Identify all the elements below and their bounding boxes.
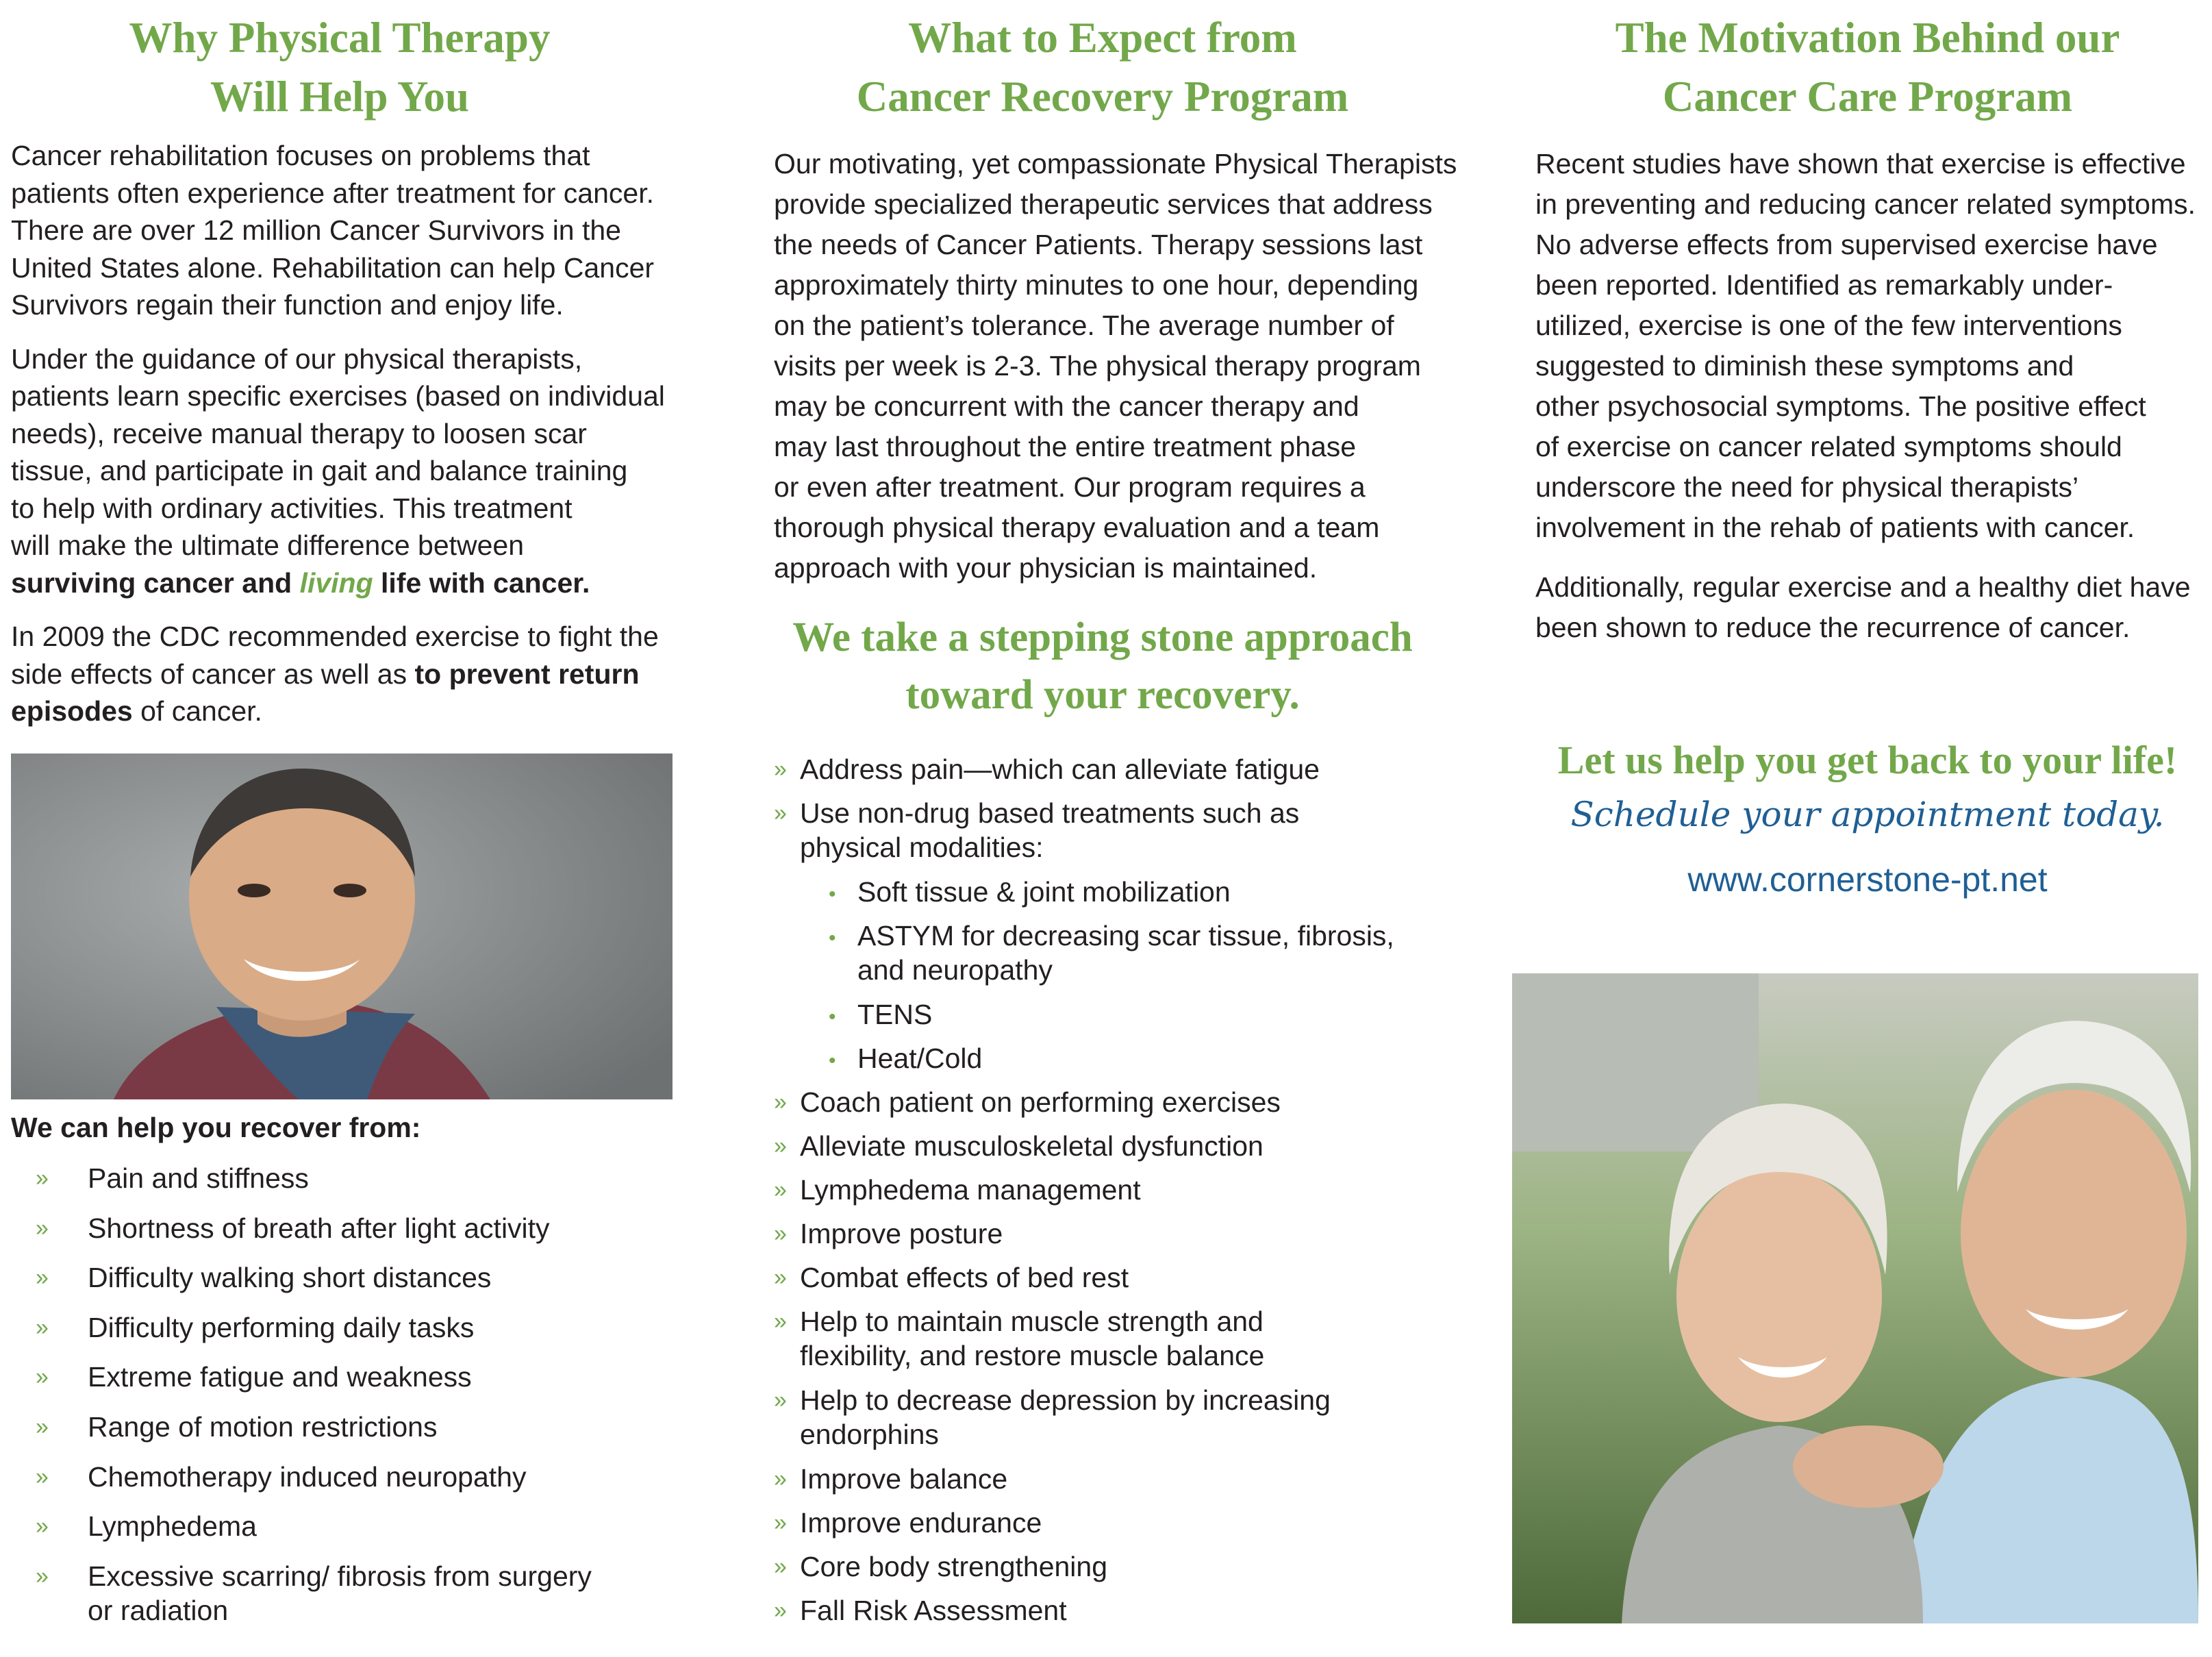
bullet-icon: » (36, 1214, 49, 1241)
bullet-icon: » (774, 1308, 787, 1334)
step-item-label: physical modalities: (800, 832, 1044, 863)
cta-headline: Let us help you get back to your life! (1557, 738, 2178, 782)
column-what-to-expect (774, 0, 1457, 724)
couple-photo (1512, 973, 2198, 1623)
text-line (11, 693, 668, 730)
step-item-label: Help to decrease depression by increasing (800, 1384, 1331, 1416)
bullet-icon: » (36, 1513, 49, 1540)
heading-line: We take a stepping stone approach (792, 614, 1413, 660)
paragraph-program (774, 144, 1457, 588)
step-item (774, 1129, 1431, 1173)
text-line: There are over 12 million Cancer Survivors in the (11, 214, 621, 246)
text-line: underscore the need for physical therapists’ (1535, 471, 2079, 503)
recover-item-label: or radiation (88, 1594, 229, 1626)
recover-item-label: Chemotherapy induced neuropathy (88, 1460, 527, 1493)
step-item (774, 1304, 1431, 1383)
text-line: tissue, and participate in gait and balance training (11, 455, 628, 486)
text-line: on the patient’s tolerance. The average number of (774, 310, 1394, 341)
bold-text: episodes (11, 695, 133, 727)
cta-schedule: Schedule your appointment today. (1570, 795, 2165, 834)
recover-item-label: Pain and stiffness (88, 1162, 309, 1194)
bullet-icon: » (36, 1364, 49, 1391)
step-item-label: and neuropathy (857, 954, 1053, 986)
text-line: No adverse effects from supervised exercise have (1535, 229, 2158, 260)
step-item (774, 1593, 1431, 1637)
text-line: or even after treatment. Our program requires a (774, 471, 1366, 503)
bullet-icon: » (36, 1413, 49, 1440)
heading-line: Will Help You (210, 73, 470, 121)
bullet-icon: » (36, 1463, 49, 1490)
step-subitem (774, 919, 1431, 997)
step-item (774, 796, 1431, 875)
text-line: Our motivating, yet compassionate Physical Therapists (774, 148, 1457, 179)
step-item (774, 1217, 1431, 1260)
column-motivation (1535, 0, 2200, 648)
step-item-label: TENS (857, 999, 933, 1030)
recover-item (11, 1260, 668, 1310)
heading-line: What to Expect from (908, 14, 1297, 62)
heading-line: Cancer Care Program (1662, 73, 2073, 121)
text-line: in preventing and reducing cancer related symptoms. (1535, 188, 2196, 220)
step-item (774, 1549, 1431, 1593)
text-span: of cancer. (132, 695, 262, 727)
text-line: may be concurrent with the cancer therapy and (774, 390, 1359, 422)
text-line: visits per week is 2-3. The physical therapy program (774, 350, 1421, 382)
bullet-icon: » (36, 1562, 49, 1589)
text-line: patients often experience after treatment for cancer. (11, 177, 654, 209)
recover-item (11, 1410, 668, 1460)
heading-what-to-expect (774, 8, 1431, 126)
recover-item-label: Extreme fatigue and weakness (88, 1361, 472, 1393)
text-span: side effects of cancer as well as (11, 658, 415, 690)
step-item (774, 1506, 1431, 1549)
text-line: been reported. Identified as remarkably under- (1535, 269, 2113, 301)
text-line: needs), receive manual therapy to loosen scar (11, 417, 587, 449)
text-line: other psychosocial symptoms. The positive effect (1535, 390, 2146, 422)
step-item-label: Improve endurance (800, 1507, 1042, 1538)
step-item (774, 752, 1431, 796)
paragraph-cdc (11, 618, 668, 730)
text-line: provide specialized therapeutic services that address (774, 188, 1433, 220)
text-line: Survivors regain their function and enjoy life. (11, 289, 564, 321)
recover-item-label: Difficulty performing daily tasks (88, 1311, 475, 1343)
couple-illustration (1512, 973, 2198, 1623)
step-item-label: ASTYM for decreasing scar tissue, fibrosis, (857, 920, 1394, 951)
bullet-icon: » (774, 1221, 787, 1247)
dot-bullet-icon: • (829, 883, 836, 906)
text-line: thorough physical therapy evaluation and a team (774, 512, 1380, 543)
bullet-icon: » (774, 1387, 787, 1413)
recover-list (11, 1161, 668, 1628)
bullet-icon: » (774, 1466, 787, 1492)
dot-bullet-icon: • (829, 1006, 836, 1028)
heading-line: Cancer Recovery Program (856, 73, 1349, 121)
step-item-label: flexibility, and restore muscle balance (800, 1340, 1265, 1371)
heading-motivation (1535, 8, 2200, 126)
step-item-label: Combat effects of bed rest (800, 1262, 1129, 1293)
step-item-label: endorphins (800, 1419, 939, 1450)
bullet-icon: » (774, 1554, 787, 1580)
bullet-icon: » (774, 1089, 787, 1115)
recover-item (11, 1211, 668, 1261)
website-link[interactable]: www.cornerstone-pt.net (1687, 860, 2048, 899)
step-item-label: Fall Risk Assessment (800, 1595, 1067, 1626)
recover-item-label: Lymphedema (88, 1510, 257, 1543)
heading-why-pt (11, 8, 668, 126)
step-item-label: Improve balance (800, 1463, 1008, 1495)
dot-bullet-icon: • (829, 1049, 836, 1072)
paragraph-diet (1535, 567, 2200, 648)
patient-illustration (11, 753, 673, 1099)
step-item-label: Heat/Cold (857, 1043, 983, 1074)
step-item (774, 1260, 1431, 1304)
text-line: utilized, exercise is one of the few interventions (1535, 310, 2122, 341)
step-subitem (774, 875, 1431, 919)
text-line: United States alone. Rehabilitation can help Cancer (11, 251, 655, 284)
step-subitem (774, 997, 1431, 1041)
heading-line: The Motivation Behind our (1615, 14, 2120, 62)
patient-photo (11, 753, 673, 1099)
text-line: Cancer rehabilitation focuses on problems that (11, 140, 590, 171)
recover-item-label: Difficulty walking short distances (88, 1262, 492, 1294)
step-item-label: Coach patient on performing exercises (800, 1086, 1281, 1118)
bold-text: to prevent return (414, 658, 640, 690)
dot-bullet-icon: • (829, 927, 836, 949)
paragraph-intro (11, 137, 668, 324)
text-line: In 2009 the CDC recommended exercise to fight the (11, 621, 659, 652)
recover-item (11, 1460, 668, 1510)
text-line: Recent studies have shown that exercise is effective (1535, 148, 2186, 179)
step-item-label: Lymphedema management (800, 1174, 1141, 1206)
text-line: approach with your physician is maintained. (774, 552, 1318, 584)
text-line: been shown to reduce the recurrence of cancer. (1535, 612, 2131, 643)
recover-item-label: Excessive scarring/ fibrosis from surgery (88, 1560, 592, 1592)
bullet-icon: » (774, 800, 787, 826)
text-line: approximately thirty minutes to one hour, depending (774, 269, 1419, 301)
paragraph-studies (1535, 144, 2200, 548)
recover-item (11, 1161, 668, 1211)
bullet-icon: » (774, 1264, 787, 1291)
text-line: patients learn specific exercises (based on individual (11, 380, 665, 412)
recover-item (11, 1360, 668, 1410)
text-line (11, 656, 668, 693)
step-item (774, 1173, 1431, 1217)
step-item-label: Soft tissue & joint mobilization (857, 876, 1231, 908)
recover-heading: We can help you recover from: (11, 1112, 421, 1143)
text-line: will make the ultimate difference between (11, 530, 525, 561)
step-item-label: Address pain—which can alleviate fatigue (800, 753, 1320, 785)
step-item-label: Improve posture (800, 1218, 1003, 1249)
step-item (774, 1462, 1431, 1506)
text-line-emphasis (11, 564, 668, 602)
bullet-icon: » (774, 1510, 787, 1536)
step-subitem (774, 1041, 1431, 1085)
bullet-icon: » (36, 1264, 49, 1291)
recover-item (11, 1509, 668, 1559)
text-line: suggested to diminish these symptoms and (1535, 350, 2074, 382)
text-line: to help with ordinary activities. This treatment (11, 492, 573, 524)
text-line: of exercise on cancer related symptoms should (1535, 431, 2122, 462)
bullet-icon: » (774, 1597, 787, 1623)
bold-text: life with cancer. (373, 566, 590, 599)
bullet-icon: » (36, 1165, 49, 1191)
column-why-pt (11, 0, 668, 730)
bullet-icon: » (774, 756, 787, 782)
step-item-label: Core body strengthening (800, 1551, 1108, 1582)
text-line: Additionally, regular exercise and a healthy diet have (1535, 571, 2191, 603)
heading-line: Why Physical Therapy (129, 14, 551, 62)
stepping-stone-heading (774, 609, 1431, 724)
step-item-label: Help to maintain muscle strength and (800, 1306, 1264, 1337)
bullet-icon: » (774, 1133, 787, 1159)
recover-item (11, 1310, 668, 1360)
paragraph-guidance (11, 340, 668, 602)
bold-text: surviving cancer and (11, 566, 300, 599)
text-line: Under the guidance of our physical therapists, (11, 342, 583, 375)
recover-item-label: Shortness of breath after light activity (88, 1212, 550, 1244)
bullet-icon: » (36, 1314, 49, 1341)
text-line: may last throughout the entire treatment phase (774, 431, 1357, 462)
bullet-icon: » (774, 1177, 787, 1203)
step-item (774, 1383, 1431, 1462)
recover-item (11, 1559, 668, 1628)
text-line: the needs of Cancer Patients. Therapy sessions last (774, 229, 1423, 260)
heading-line: toward your recovery. (905, 672, 1300, 718)
stepping-stone-list (774, 752, 1431, 1637)
step-item (774, 1085, 1431, 1129)
living-emphasis: living (299, 566, 373, 599)
step-item-label: Alleviate musculoskeletal dysfunction (800, 1130, 1264, 1162)
text-line: involvement in the rehab of patients with cancer. (1535, 512, 2135, 543)
recover-item-label: Range of motion restrictions (88, 1410, 438, 1443)
step-item-label: Use non-drug based treatments such as (800, 797, 1300, 829)
